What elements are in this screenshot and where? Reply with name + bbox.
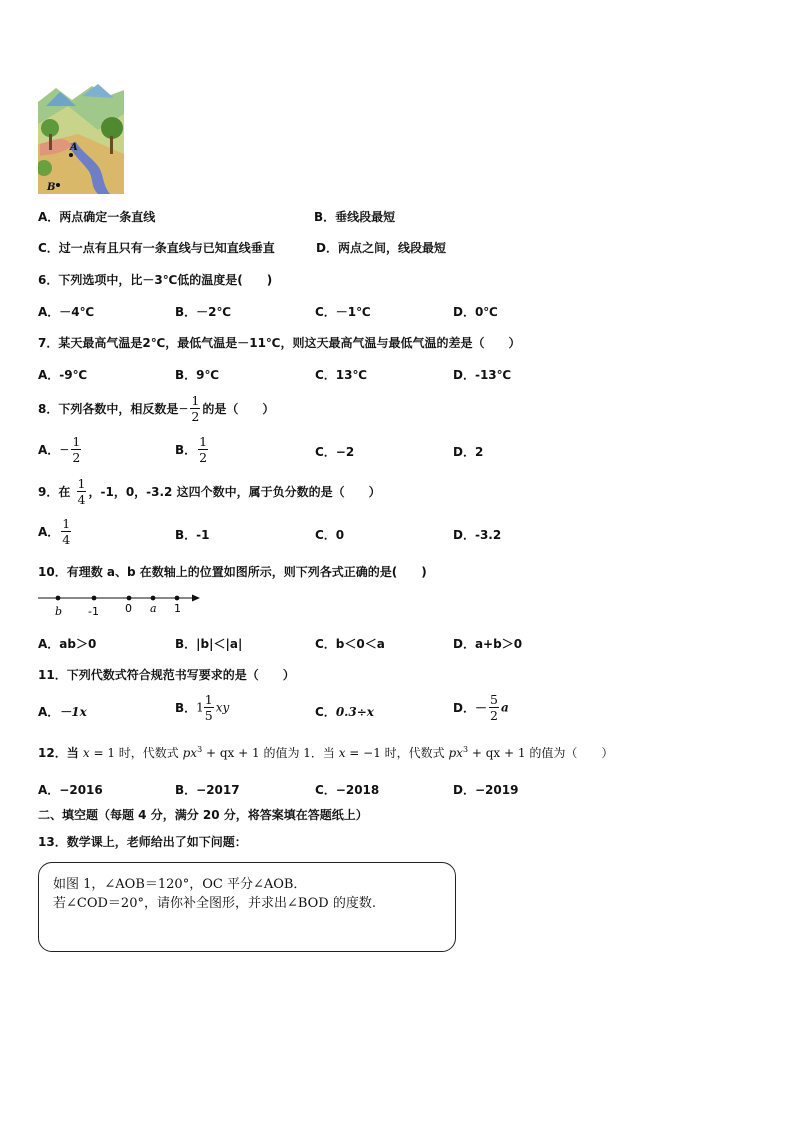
point-b-label: B (47, 182, 56, 193)
q6-option-b: B．－2℃ (175, 305, 232, 319)
q12-option-b: B．−2017 (175, 783, 240, 797)
q12-option-d: D．−2019 (453, 783, 519, 797)
q9-option-c: C．0 (315, 528, 345, 542)
q5-option-b: B．垂线段最短 (314, 210, 396, 224)
point-b (56, 596, 61, 601)
q10-stem: 10．有理数 a、b 在数轴上的位置如图所示，则下列各式正确的是( ) (38, 565, 427, 579)
q7-option-d: D．-13℃ (453, 368, 512, 382)
q10-option-c: C．b＜0＜a (315, 637, 385, 651)
label-1: 1 (174, 602, 181, 615)
q8-stem: 8．下列各数中，相反数是− $\frac{1}{2}$ 的是（ ） (38, 393, 275, 424)
q9-option-d: D．-3.2 (453, 528, 502, 542)
q11-stem: 11．下列代数式符合规范书写要求的是（ ） (38, 668, 295, 682)
q5-option-d: D．两点之间，线段最短 (316, 241, 446, 255)
q13-stem: 13．数学课上，老师给出了如下问题： (38, 835, 247, 849)
q6-option-a: A．－4℃ (38, 305, 95, 319)
q13-box-line1: 如图 1，∠AOB＝120°，OC 平分∠AOB． (53, 877, 307, 892)
tick-0 (127, 596, 132, 601)
point-a-label: A (70, 142, 78, 153)
q11-option-a: A．－1x (38, 705, 87, 719)
number-line (36, 590, 204, 618)
q7-option-b: B．9℃ (175, 368, 220, 382)
q6-option-c: C．－1℃ (315, 305, 371, 319)
q12-option-a: A．−2016 (38, 783, 103, 797)
q8-option-b: B． $\frac{1}{2}$ (175, 434, 208, 465)
label-0: 0 (125, 602, 132, 615)
q6-stem: 6．下列选项中，比－3℃低的温度是( ) (38, 273, 273, 287)
q5-option-c: C．过一点有且只有一条直线与已知直线垂直 (38, 241, 275, 255)
q13-box-line2: 若∠COD＝20°，请你补全图形，并求出∠BOD 的度数. (53, 896, 376, 911)
q11-option-d: D．－ $\frac{5}{2}$ a (453, 692, 509, 723)
q11-option-c: C．0.3÷x (315, 705, 374, 719)
q10-option-b: B．|b|＜|a| (175, 637, 243, 651)
label-a: a (150, 602, 157, 615)
q7-stem: 7．某天最高气温是2℃，最低气温是－11℃，则这天最高气温与最低气温的差是（ ） (38, 336, 521, 350)
q12-option-c: C．−2018 (315, 783, 380, 797)
q8-option-d: D．2 (453, 445, 484, 459)
q11-option-b: B．1 $\frac{1}{5}$ xy (175, 692, 230, 723)
q5-option-a: A．两点确定一条直线 (38, 210, 156, 224)
q7-option-c: C．13℃ (315, 368, 368, 382)
q9-stem: 9．在 $\frac{1}{4}$ ，-1，0，-3.2 这四个数中，属于负分数的是（ ） (38, 476, 381, 507)
q9-option-a: A． $\frac{1}{4}$ (38, 516, 71, 547)
q6-option-d: D．0℃ (453, 305, 498, 319)
q8-stem-fraction: $\frac{1}{2}$ (191, 393, 200, 424)
q10-option-a: A．ab＞0 (38, 637, 97, 651)
q8-option-c: C．−2 (315, 445, 355, 459)
label-b: b (55, 605, 63, 618)
label-neg1: -1 (88, 605, 99, 618)
landscape-figure (38, 84, 124, 194)
tick-1 (175, 596, 180, 601)
q12-stem: 12．当 x = 1 时，代数式 $px^3$ + qx + 1 的值为 1．当 x = −1 时，代数式 $px^3$ + qx + 1 的值为（ ） (38, 745, 614, 760)
section-two-heading: 二、填空题（每题 4 分，满分 20 分，将答案填在答题纸上） (38, 808, 368, 822)
q7-option-a: A．-9℃ (38, 368, 88, 382)
q10-option-d: D．a+b＞0 (453, 637, 523, 651)
q8-option-a: A．− $\frac{1}{2}$ (38, 434, 81, 465)
number-line-arrow (192, 595, 200, 602)
tick-neg1 (92, 596, 97, 601)
q9-option-b: B．-1 (175, 528, 210, 542)
q13-problem-box (38, 862, 456, 952)
point-a (151, 596, 156, 601)
